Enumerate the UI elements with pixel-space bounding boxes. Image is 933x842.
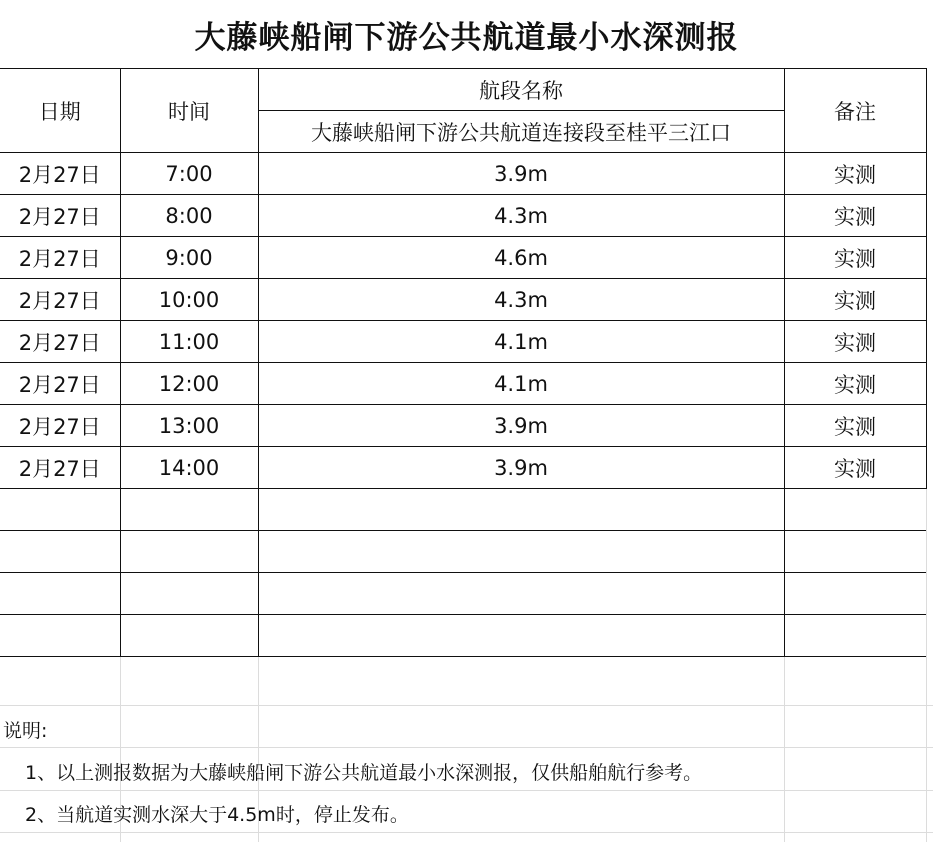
empty-cell [784, 531, 926, 573]
row-date: 2月27日 [0, 237, 120, 279]
row-time: 11:00 [120, 321, 258, 363]
empty-row [0, 531, 926, 573]
empty-row [0, 615, 926, 657]
row-depth: 4.1m [258, 321, 784, 363]
row-remark: 实测 [784, 279, 926, 321]
table-row [0, 237, 926, 279]
empty-cell [0, 489, 120, 531]
row-date: 2月27日 [0, 405, 120, 447]
empty-cell [120, 489, 258, 531]
row-remark: 实测 [784, 195, 926, 237]
row-depth: 4.3m [258, 279, 784, 321]
grid-line [0, 747, 933, 748]
depth-table [0, 68, 927, 657]
row-remark: 实测 [784, 237, 926, 279]
empty-cell [0, 615, 120, 657]
empty-cell [0, 531, 120, 573]
table-row [0, 279, 926, 321]
empty-cell [258, 489, 784, 531]
empty-row [0, 489, 926, 531]
header-remark: 备注 [784, 69, 926, 153]
row-time: 13:00 [120, 405, 258, 447]
row-time: 7:00 [120, 153, 258, 195]
page-title: 大藤峡船闸下游公共航道最小水深测报 [0, 0, 933, 68]
empty-cell [258, 615, 784, 657]
table-row [0, 321, 926, 363]
empty-cell [0, 573, 120, 615]
row-remark: 实测 [784, 363, 926, 405]
table-row [0, 195, 926, 237]
row-remark: 实测 [784, 447, 926, 489]
row-depth: 4.3m [258, 195, 784, 237]
notes-heading: 说明: [3, 720, 48, 742]
header-segment-name: 航段名称 [258, 69, 784, 111]
row-date: 2月27日 [0, 321, 120, 363]
empty-cell [120, 573, 258, 615]
empty-cell [784, 573, 926, 615]
row-time: 12:00 [120, 363, 258, 405]
table-row [0, 405, 926, 447]
header-time: 时间 [120, 69, 258, 153]
row-date: 2月27日 [0, 195, 120, 237]
empty-cell [120, 531, 258, 573]
grid-line [0, 832, 933, 833]
row-depth: 3.9m [258, 405, 784, 447]
header-segment: 大藤峡船闸下游公共航道连接段至桂平三江口 [258, 111, 784, 153]
row-time: 8:00 [120, 195, 258, 237]
row-date: 2月27日 [0, 363, 120, 405]
row-remark: 实测 [784, 321, 926, 363]
table-row [0, 363, 926, 405]
row-time: 9:00 [120, 237, 258, 279]
row-date: 2月27日 [0, 447, 120, 489]
empty-cell [784, 489, 926, 531]
row-remark: 实测 [784, 153, 926, 195]
note-line-1: 1、以上测报数据为大藤峡船闸下游公共航道最小水深测报，仅供船舶航行参考。 [25, 762, 703, 784]
header-date: 日期 [0, 69, 120, 153]
row-depth: 4.1m [258, 363, 784, 405]
row-time: 10:00 [120, 279, 258, 321]
row-date: 2月27日 [0, 279, 120, 321]
row-depth: 3.9m [258, 153, 784, 195]
row-remark: 实测 [784, 405, 926, 447]
empty-row [0, 573, 926, 615]
row-depth: 3.9m [258, 447, 784, 489]
empty-cell [258, 531, 784, 573]
empty-cell [258, 573, 784, 615]
row-depth: 4.6m [258, 237, 784, 279]
table-row [0, 153, 926, 195]
grid-line [0, 790, 933, 791]
row-date: 2月27日 [0, 153, 120, 195]
empty-cell [784, 615, 926, 657]
note-line-2: 2、当航道实测水深大于4.5m时，停止发布。 [25, 804, 409, 826]
row-time: 14:00 [120, 447, 258, 489]
empty-cell [120, 615, 258, 657]
grid-line [0, 705, 933, 706]
table-row [0, 447, 926, 489]
